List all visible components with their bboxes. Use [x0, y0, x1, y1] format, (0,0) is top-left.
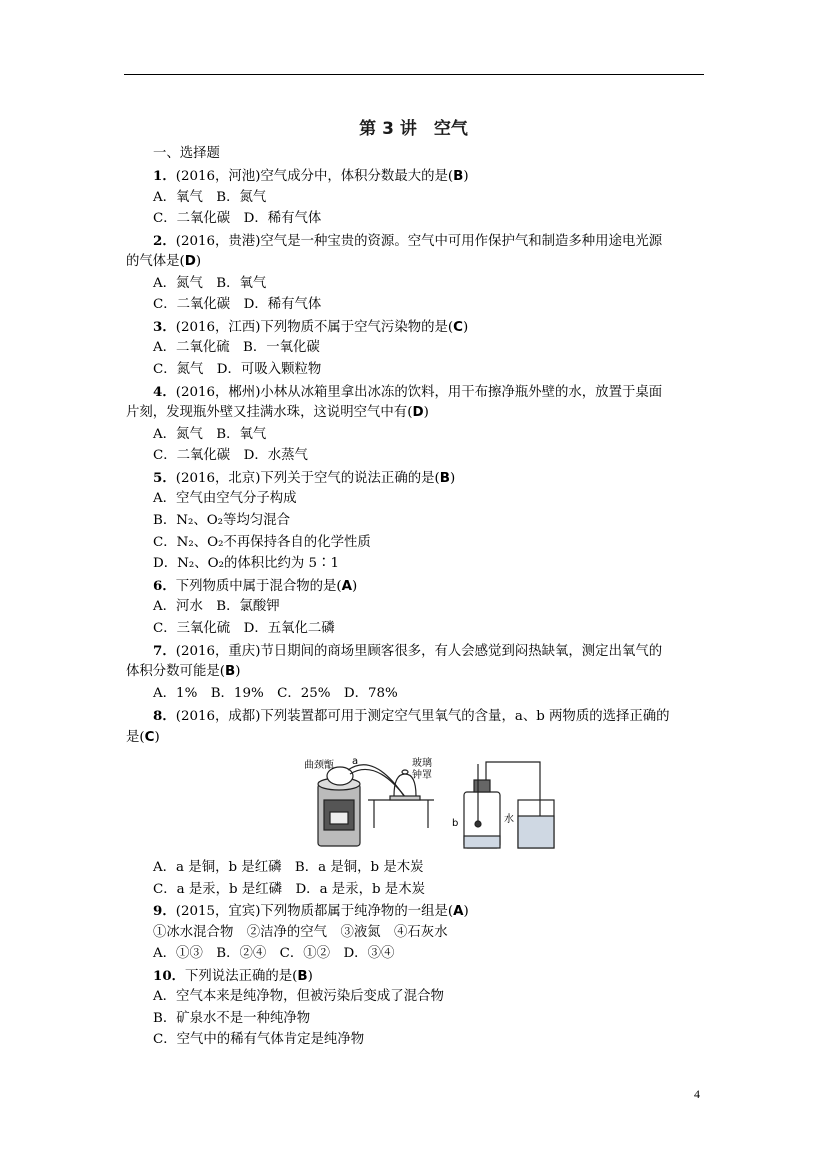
- page-title: 第 3 讲 空气: [359, 119, 468, 139]
- answer-key: B: [297, 969, 308, 984]
- answer-options: ①冰水混合物 ②洁净的空气 ③液氮 ④石灰水: [153, 925, 448, 940]
- answer-key: B: [439, 471, 450, 486]
- answer-options: C．二氧化碳 D．水蒸气: [153, 448, 308, 463]
- label-water: 水: [504, 814, 514, 825]
- question-number: 4．: [153, 384, 176, 400]
- answer-key: B: [224, 664, 236, 679]
- answer-options: B．矿泉水不是一种纯净物: [153, 1011, 311, 1026]
- question-stem-continuation: 体积分数可能是(B): [126, 664, 241, 679]
- label-a: a: [352, 756, 359, 767]
- answer-options: A．a 是铜，b 是红磷 B．a 是铜，b 是木炭: [153, 860, 424, 875]
- question-stem: 1．(2016，河池)空气成分中，体积分数最大的是(B): [153, 168, 469, 184]
- answer-key: C: [144, 730, 155, 745]
- question-stem: 2．(2016，贵港)空气是一种宝贵的资源。空气中可用作保护气和制造多种用途电光源: [153, 233, 663, 249]
- answer-options: A．氮气 B．氧气: [153, 427, 267, 442]
- question-number: 1．: [153, 168, 176, 184]
- question-number: 10．: [153, 968, 186, 984]
- answer-options: A．氧气 B．氮气: [153, 190, 267, 205]
- answer-options: C．二氧化碳 D．稀有气体: [153, 297, 322, 312]
- question-stem: 4．(2016，郴州)小林从冰箱里拿出冰冻的饮料，用干布擦净瓶外壁的水，放置于桌面: [153, 384, 663, 400]
- question-number: 2．: [153, 233, 176, 249]
- label-bell-jar-2: 钟罩: [412, 770, 432, 781]
- question-number: 9．: [153, 903, 176, 919]
- answer-options: A．①③ B．②④ C．①② D．③④: [153, 946, 395, 961]
- answer-options: A．1% B．19% C．25% D．78%: [153, 686, 398, 701]
- answer-key: C: [453, 320, 463, 335]
- question-stem: 9．(2015，宜宾)下列物质都属于纯净物的一组是(A): [153, 903, 469, 919]
- question-number: 8．: [153, 708, 176, 724]
- label-retort: 曲颈甑: [304, 760, 334, 771]
- answer-options: D．N₂、O₂的体积比约为 5∶1: [153, 556, 339, 571]
- question-number: 5．: [153, 470, 176, 486]
- label-b: b: [452, 818, 459, 829]
- question-stem-continuation: 片刻，发现瓶外壁又挂满水珠，这说明空气中有(D): [126, 405, 429, 420]
- question-number: 7．: [153, 643, 176, 659]
- question-stem-continuation: 的气体是(D): [126, 254, 202, 269]
- answer-options: C．氮气 D．可吸入颗粒物: [153, 362, 322, 377]
- question-stem: 5．(2016，北京)下列关于空气的说法正确的是(B): [153, 470, 456, 486]
- question-stem: 8．(2016，成都)下列装置都可用于测定空气里氧气的含量，a、b 两物质的选择正确的: [153, 708, 670, 724]
- answer-options: A．空气由空气分子构成: [153, 491, 297, 506]
- section-heading: 一、选择题: [153, 146, 220, 161]
- flask-beaker-apparatus: [464, 762, 554, 848]
- answer-options: C．N₂、O₂不再保持各自的化学性质: [153, 535, 371, 550]
- question-stem: 6．下列物质中属于混合物的是(A): [153, 578, 358, 594]
- answer-options: A．河水 B．氯酸钾: [153, 599, 280, 614]
- answer-options: C．空气中的稀有气体肯定是纯净物: [153, 1032, 365, 1047]
- header-rule: [124, 74, 704, 75]
- answer-key: D: [412, 405, 424, 420]
- question-number: 3．: [153, 319, 176, 335]
- question-stem: 10．下列说法正确的是(B): [153, 968, 313, 984]
- answer-key: A: [341, 579, 353, 594]
- answer-options: C．三氧化硫 D．五氧化二磷: [153, 621, 335, 636]
- answer-options: A．空气本来是纯净物，但被污染后变成了混合物: [153, 989, 444, 1004]
- answer-key: D: [184, 254, 196, 269]
- page-number: 4: [694, 1087, 700, 1101]
- answer-options: A．二氧化硫 B．一氧化碳: [153, 340, 320, 355]
- question-stem-continuation: 是(C): [126, 730, 160, 745]
- answer-key: B: [453, 169, 464, 184]
- answer-key: A: [453, 904, 464, 919]
- question-number: 6．: [153, 578, 176, 594]
- answer-options: A．氮气 B．氧气: [153, 276, 267, 291]
- answer-options: C．a 是汞，b 是红磷 D．a 是汞，b 是木炭: [153, 882, 425, 897]
- experiment-apparatus-figure: [304, 756, 556, 852]
- answer-options: B．N₂、O₂等均匀混合: [153, 513, 291, 528]
- label-bell-jar-1: 玻璃: [412, 758, 432, 769]
- question-stem: 3．(2016，江西)下列物质不属于空气污染物的是(C): [153, 319, 469, 335]
- answer-options: C．二氧化碳 D．稀有气体: [153, 211, 322, 226]
- question-stem: 7．(2016，重庆)节日期间的商场里顾客很多，有人会感觉到闷热缺氧，测定出氧气的: [153, 643, 663, 659]
